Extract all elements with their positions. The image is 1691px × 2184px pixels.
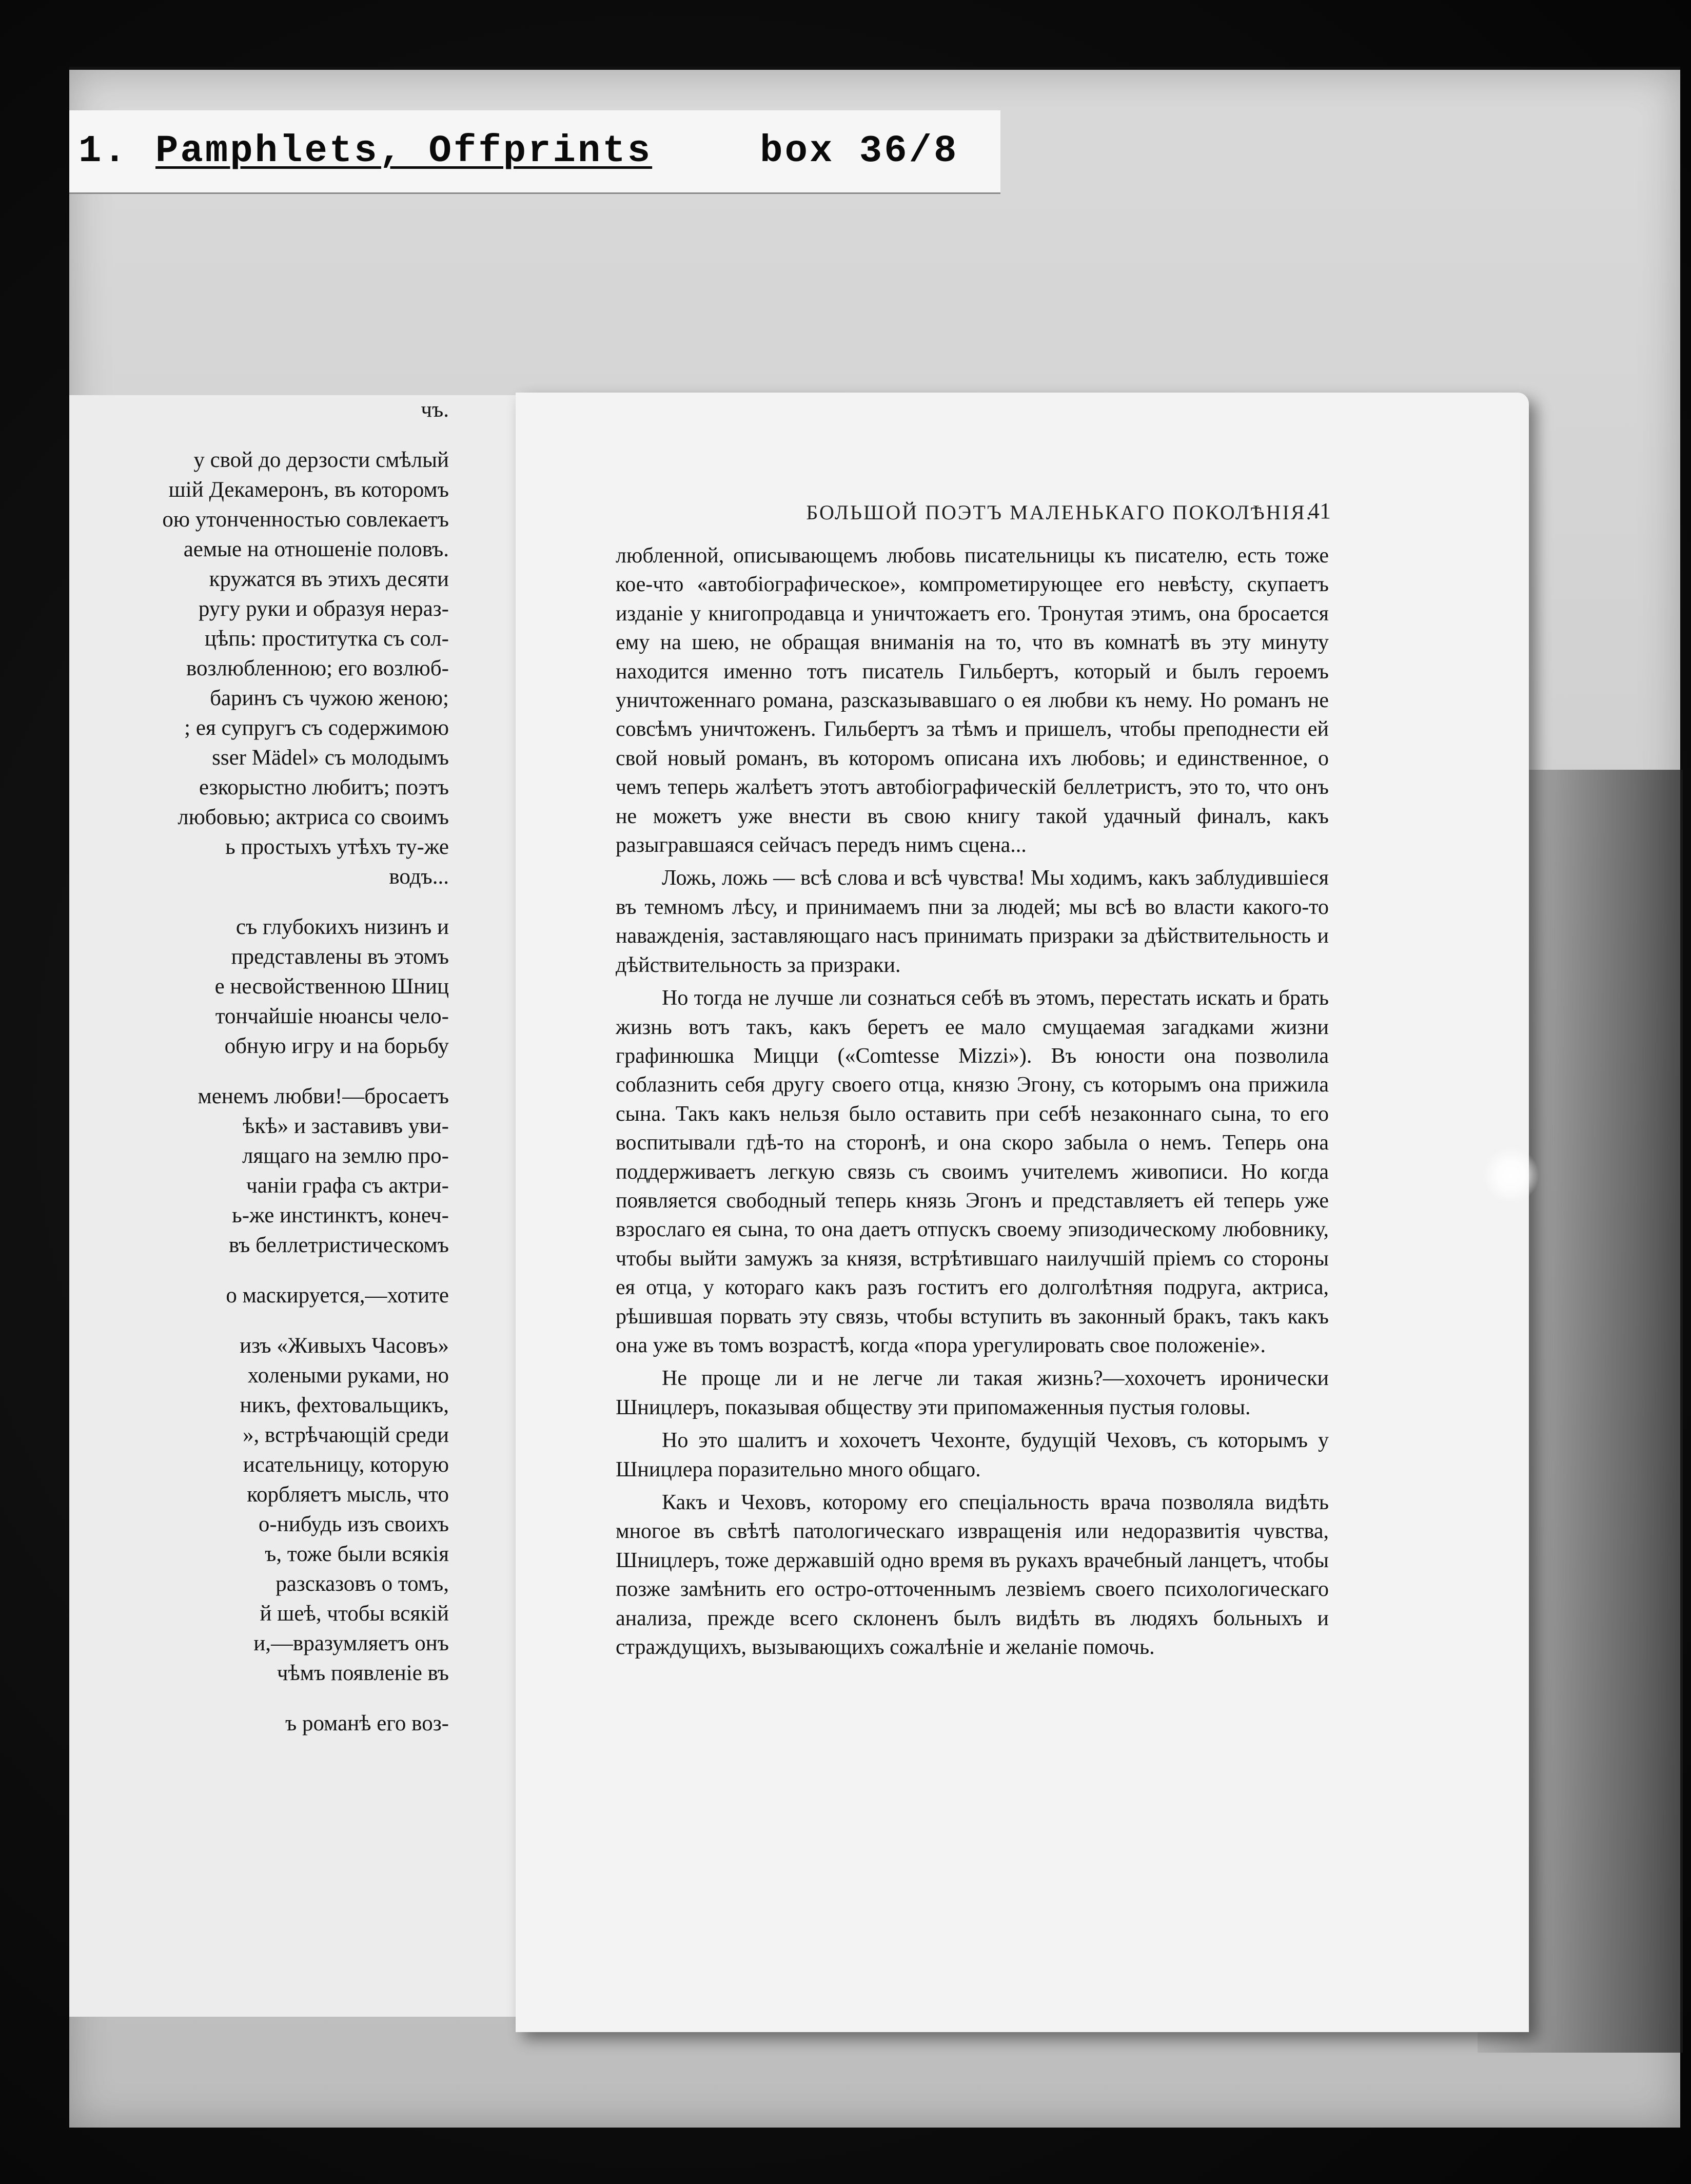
right-page — [516, 393, 1529, 2032]
running-head: БОЛЬШОЙ ПОЭТЪ МАЛЕНЬКАГО ПОКОЛѢНІЯ. — [806, 501, 1313, 524]
body-text — [616, 541, 1329, 1666]
left-page-line: исательницу, которую — [243, 1453, 449, 1477]
left-page-line: представлены въ этомъ — [231, 945, 449, 969]
left-page-line: езкорыстно любитъ; поэтъ — [199, 775, 449, 800]
left-page-line: корбляетъ мысль, что — [247, 1483, 449, 1507]
left-page-line: ругу руки и образуя нераз- — [198, 597, 449, 621]
left-page-text — [69, 395, 510, 1739]
left-page-line: о-нибудь изъ своихъ — [258, 1512, 449, 1536]
page-number: 41 — [1308, 498, 1331, 523]
left-page-line: любовью; актриса со своимъ — [178, 805, 449, 829]
left-page-line: баринъ съ чужою женою; — [210, 686, 449, 710]
left-page-line: чаніи графа съ актри- — [246, 1174, 449, 1198]
left-page-line: у свой до дерзости смѣлый — [193, 448, 449, 472]
left-page-line: цѣпь: проститутка съ сол- — [204, 627, 449, 651]
left-page-line: й шеѣ, чтобы всякій — [260, 1602, 449, 1626]
left-page-line: лящаго на землю про- — [242, 1144, 449, 1168]
left-page-line: аемые на отношеніе половъ. — [183, 537, 449, 561]
left-page-line: ; ея супругъ съ содержимою — [184, 716, 449, 740]
paragraph: Но тогда не лучше ли сознаться себѣ въ этомъ, перестать искать и брать жизнь вотъ такъ, какъ беретъ ее мало смущаемая загадками жизни графинюшка Мицци («Comtesse Mizzi»). Въ юности она позволила соблазнить себя другу своего отца, князю Эгону, съ которымъ она прижила сына. Такъ какъ нельзя было оставить при себѣ незаконнаго сына, то его воспитывали гдѣ-то на сторонѣ, и она скоро забыла о немъ. Теперь она поддерживаетъ легкую связь съ своимъ учителемъ живописи. Но когда появляется свободный теперь князь Эгонъ и представляетъ ей теперь уже взрослаго ея сына, то она даетъ отпускъ своему эпизодическому любовнику, чтобы выйти замужъ за князя, встрѣтившаго наилучшій пріемъ со стороны ея отца, у котораго какъ разъ гоститъ его долголѣтняя подруга, актриса, рѣшившая порвать эту связь, чтобы вступить въ законный бракъ, такъ какъ она уже въ томъ возрастѣ, когда «пора урегулировать свое положеніе». — [616, 986, 1329, 1357]
left-page-line: ъ романѣ его воз- — [285, 1711, 449, 1736]
left-page-line: е несвойственною Шниц — [214, 974, 449, 999]
left-page-line: ь простыхъ утѣхъ ту-же — [225, 835, 449, 859]
left-page-line: шій Декамеронъ, въ которомъ — [168, 478, 449, 502]
left-page-line — [69, 1260, 510, 1281]
left-page-line: изъ «Живыхъ Часовъ» — [240, 1334, 449, 1358]
left-page-line — [69, 1061, 510, 1082]
paragraph: Какъ и Чеховъ, которому его спеціальность врача позволяла видѣть многое въ свѣтѣ патологическаго извращенія или недоразвитія чувства, Шницлеръ, тоже державшій одно время въ рукахъ врачебный ланцетъ, чтобы позже замѣнить его остро-отточеннымъ лезвіемъ своего психологическаго анализа, прежде всего склоненъ былъ видѣть въ людяхъ больныхъ и страждущихъ, вызывающихъ сожалѣніе и желаніе помочь. — [616, 1491, 1329, 1660]
label-number: 1. — [78, 130, 128, 173]
left-page-line: обную игру и на борьбу — [224, 1034, 449, 1058]
left-page-line — [69, 1311, 510, 1331]
left-page-line: никъ, фехтовальщикъ, — [240, 1393, 449, 1417]
left-page-line: sser Mädel» съ молодымъ — [212, 746, 449, 770]
left-page-line: », встрѣчающій среди — [243, 1423, 449, 1447]
left-page-line: съ глубокихъ низинъ и — [235, 915, 449, 939]
left-page-line: кружатся въ этихъ десяти — [209, 567, 449, 591]
left-page-line: менемъ любви!—бросаетъ — [198, 1084, 449, 1108]
left-page-line: тончайшіе нюансы чело- — [215, 1004, 449, 1028]
light-glare — [1483, 1147, 1539, 1203]
left-page-line — [69, 892, 510, 912]
left-page-line: ь-же инстинктъ, конеч- — [232, 1203, 449, 1227]
left-page-line: разсказовъ о томъ, — [276, 1572, 449, 1596]
label-title: Pamphlets, Offprints — [155, 130, 653, 173]
left-page-line: и,—вразумляетъ онъ — [253, 1631, 449, 1655]
paragraph: Ложь, ложь — всѣ слова и всѣ чувства! Мы ходимъ, какъ заблудившіеся въ темномъ лѣсу, и принимаемъ пни за людей; мы всѣ во власти какого-то наважденія, заставляющаго насъ принимать призраки за дѣйствительность и дѣйствительность за призраки. — [616, 866, 1329, 977]
left-page-line: ѣкѣ» и заставивъ уви- — [243, 1114, 449, 1138]
left-page-line: холеными руками, но — [247, 1363, 449, 1388]
left-page-line: чъ. — [421, 398, 449, 422]
paragraph: любленной, описывающемъ любовь писательницы къ писателю, есть тоже кое-что «автобіографическое», компрометирующее его невѣсту, скупаетъ изданіе у книгопродавца и уничтожаетъ его. Тронутая этимъ, она бросается ему на шею, не обращая вниманія на то, что въ комнатѣ въ эту минуту находится именно тотъ писатель Гильбертъ, который и былъ героемъ уничтоженнаго романа, разсказывавшаго о ея любви къ нему. Но романъ не совсѣмъ уничтоженъ. Гильбертъ за тѣмъ и пришелъ, чтобы преподнести ей свой новый романъ, въ которомъ описана ихъ любовь; и единственное, о чемъ теперь жалѣетъ этотъ автобіографическій беллетристъ, это то, что онъ не можетъ уже внести въ свою книгу такой удачный финалъ, какъ разыгравшаяся сейчасъ передъ нимъ сцена... — [616, 544, 1329, 857]
left-page-line: ою утонченностью совлекаетъ — [162, 508, 449, 532]
left-page-line: возлюбленною; его возлюб- — [186, 656, 449, 680]
left-page — [69, 395, 519, 2017]
left-page-line: ъ, тоже были всякія — [265, 1542, 449, 1566]
left-page-line: въ беллетристическомъ — [228, 1233, 449, 1257]
left-page-line — [69, 425, 510, 445]
left-page-line — [69, 1688, 510, 1709]
left-page-line: чѣмъ появленіе въ — [277, 1661, 449, 1685]
left-page-line: водъ... — [389, 865, 449, 889]
left-page-line: о маскируется,—хотите — [226, 1283, 449, 1308]
archive-label — [69, 110, 1000, 194]
paragraph: Но это шалитъ и хохочетъ Чехонте, будущій Чеховъ, съ которымъ у Шницлера поразительно много общаго. — [616, 1429, 1329, 1481]
paragraph: Не проще ли и не легче ли такая жизнь?—хохочетъ иронически Шницлеръ, показывая обществу эти припомаженныя пустыя головы. — [616, 1367, 1329, 1419]
label-box: box 36/8 — [760, 130, 959, 173]
